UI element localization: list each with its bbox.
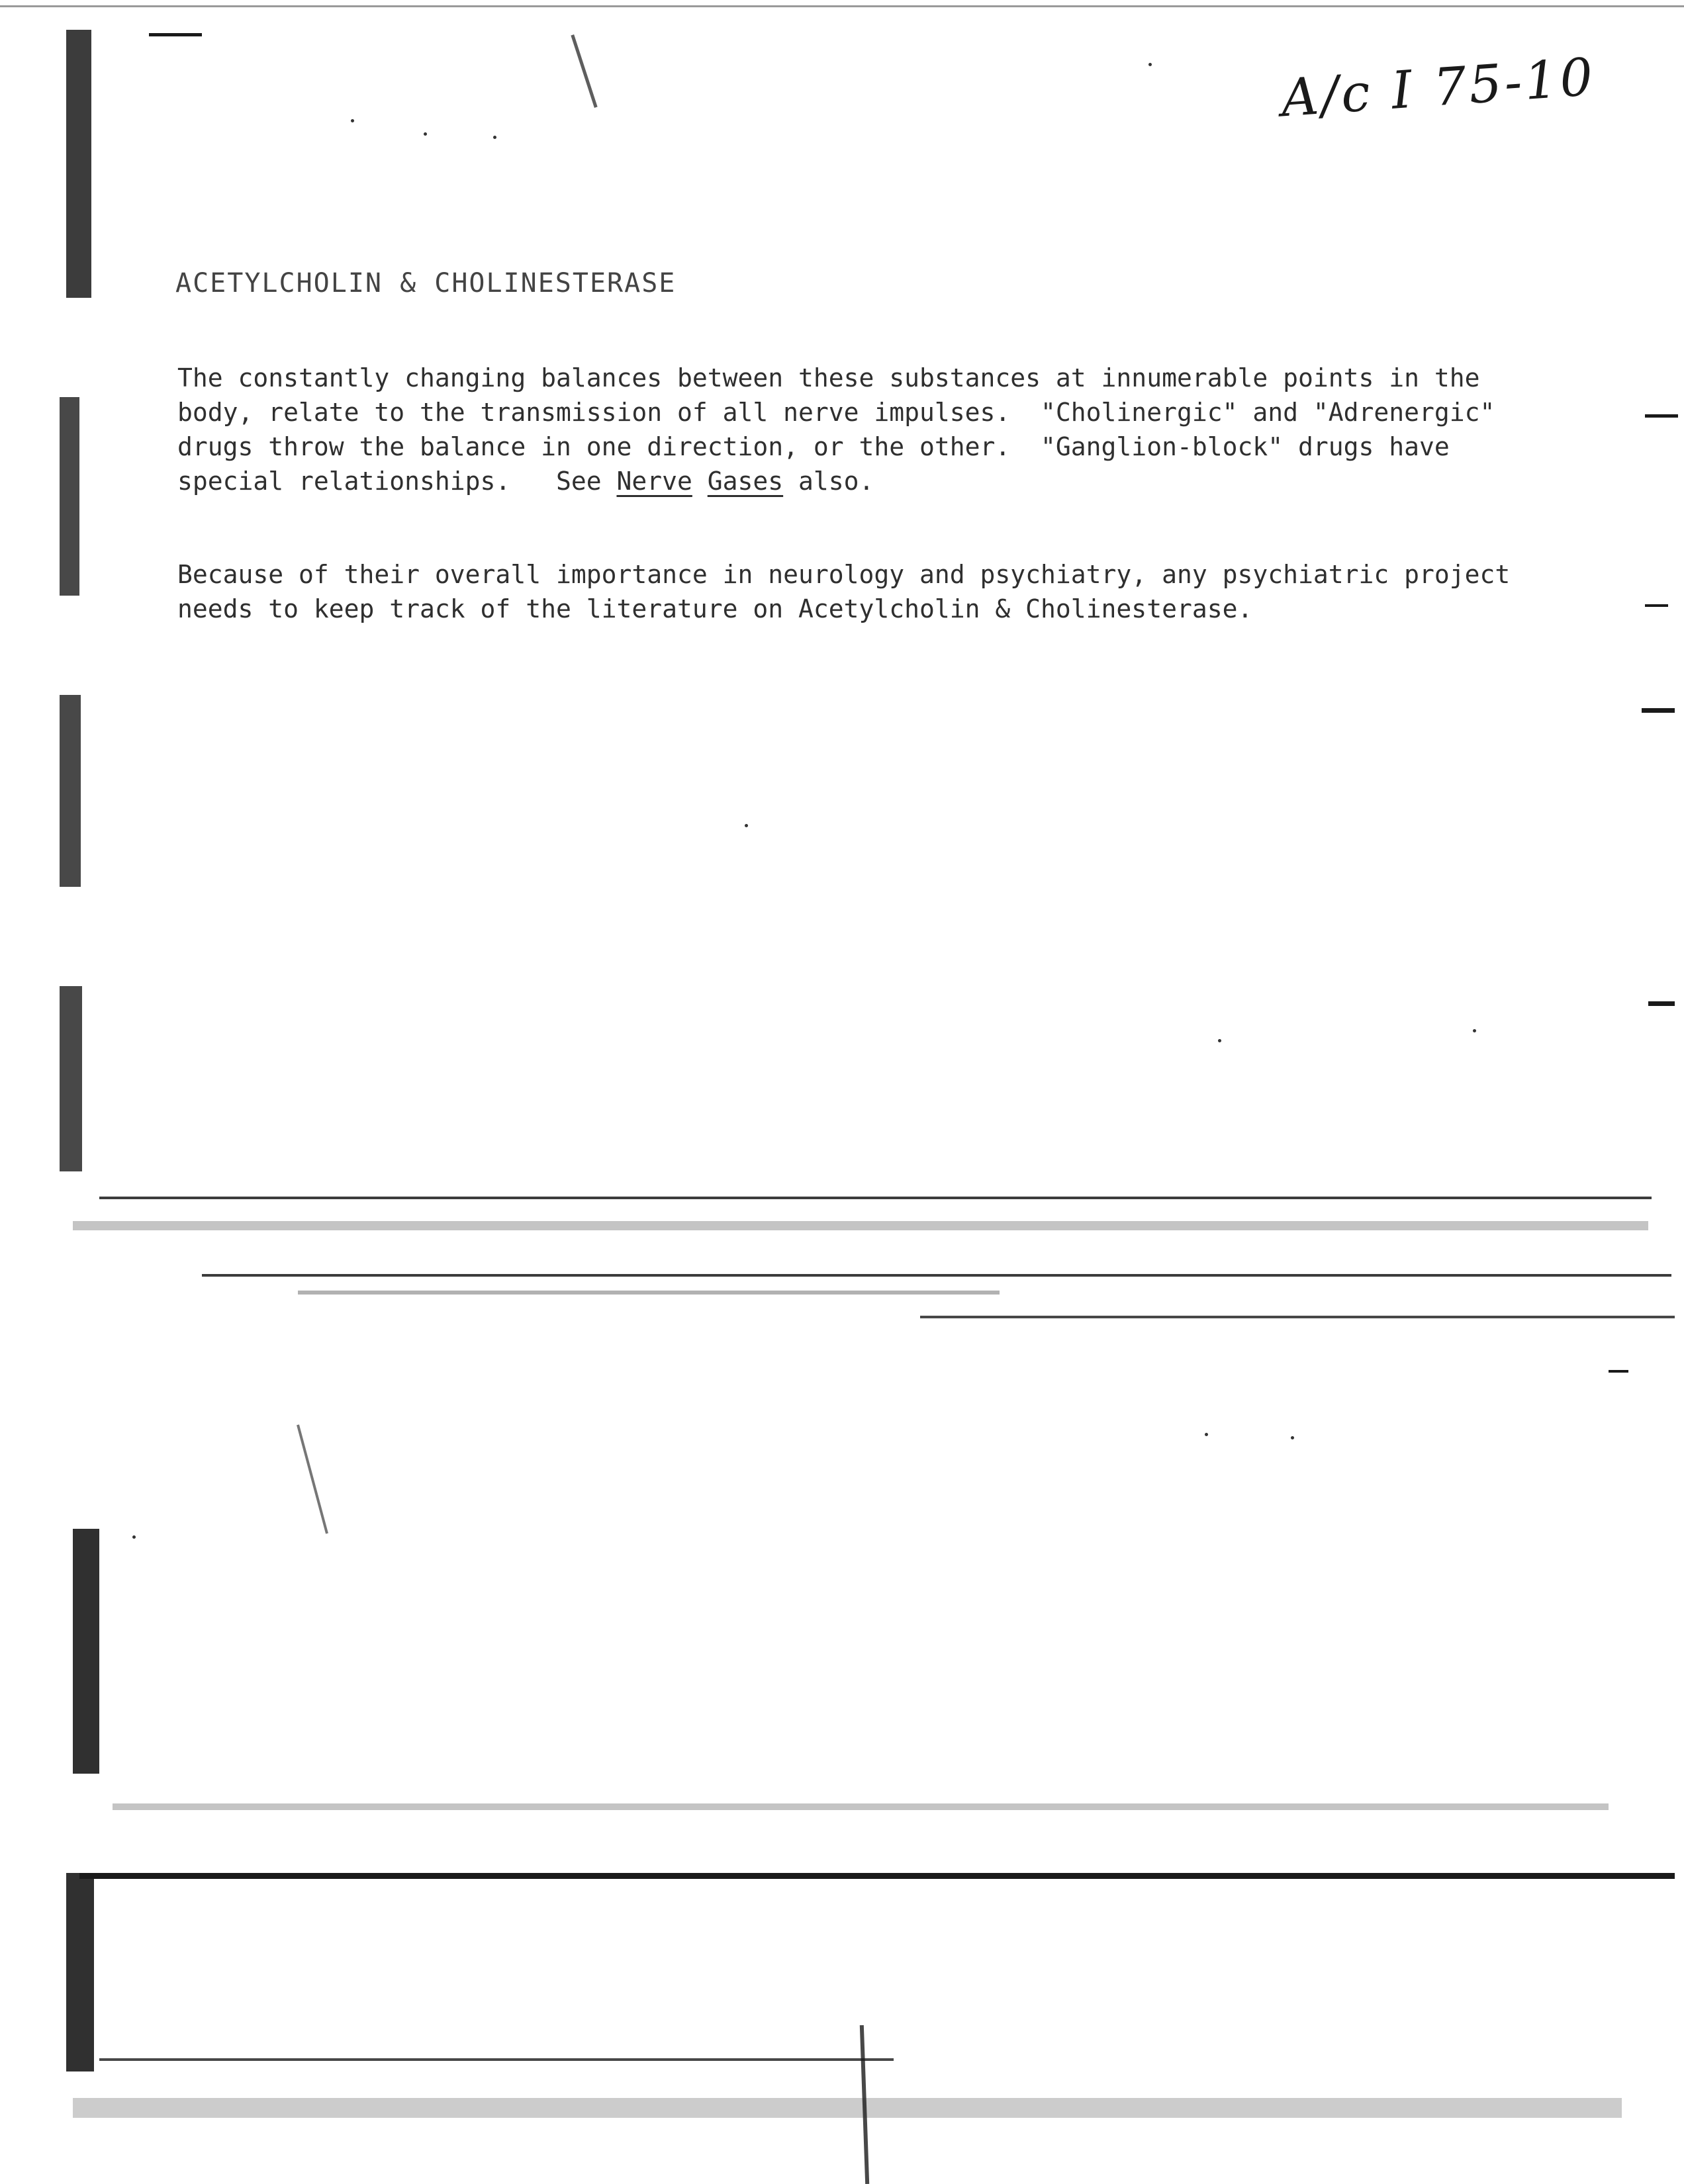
- fold-crease: [297, 1424, 328, 1533]
- paragraph-line: body, relate to the transmission of all nerve impulses. "Cholinergic" and "Adrenergic": [177, 398, 1495, 427]
- bleed-through-line: [73, 2098, 1622, 2118]
- bleed-through-line: [73, 1221, 1648, 1230]
- margin-tick: [1645, 414, 1678, 418]
- scan-rule: [99, 2058, 894, 2061]
- dust-speck: [1148, 63, 1152, 66]
- dust-speck: [132, 1535, 136, 1539]
- fold-crease: [571, 34, 597, 108]
- cross-reference-nerve: Nerve: [616, 467, 692, 496]
- paragraph-line: The constantly changing balances between these substances at innumerable points in the: [177, 363, 1480, 392]
- dust-speck: [493, 136, 496, 139]
- line-text: special relationships. See: [177, 467, 617, 496]
- binder-mark: [73, 1529, 99, 1774]
- document-heading: ACETYLCHOLIN & CHOLINESTERASE: [175, 268, 677, 298]
- binder-mark: [60, 397, 79, 596]
- dust-speck: [1205, 1433, 1208, 1436]
- handwritten-annotation: A/c I 75-10: [1279, 47, 1598, 129]
- scan-rule: [79, 1873, 1675, 1879]
- dust-speck: [1218, 1039, 1221, 1042]
- dust-speck: [745, 824, 748, 827]
- scan-rule: [202, 1274, 1671, 1277]
- dust-speck: [1291, 1436, 1294, 1439]
- binder-mark: [60, 695, 81, 887]
- bleed-through-line: [113, 1803, 1609, 1810]
- margin-tick: [1642, 708, 1675, 713]
- paragraph-line: drugs throw the balance in one direction, or the other. "Ganglion-block" drugs have: [177, 432, 1450, 461]
- cross-reference-gases: Gases: [707, 467, 784, 496]
- margin-tick: [1609, 1370, 1628, 1373]
- paragraph-line: Because of their overall importance in neurology and psychiatry, any psychiatric project: [177, 560, 1511, 589]
- paragraph-line: needs to keep track of the literature on Acetylcholin & Cholinesterase.: [177, 594, 1253, 623]
- paragraph-line: [177, 464, 1594, 498]
- dust-speck: [1473, 1029, 1476, 1032]
- margin-tick: [1645, 604, 1668, 607]
- scan-rule: [920, 1316, 1675, 1318]
- paragraph-2: [177, 557, 1594, 626]
- dust-speck: [424, 132, 427, 136]
- binder-mark: [66, 1873, 94, 2071]
- binder-mark: [60, 986, 82, 1171]
- binder-mark: [66, 30, 91, 298]
- bleed-through-line: [298, 1291, 1000, 1295]
- dust-speck: [351, 119, 354, 122]
- line-text: also.: [783, 467, 874, 496]
- paragraph-1: [177, 361, 1594, 498]
- top-rule: [0, 5, 1684, 7]
- margin-tick: [1648, 1001, 1675, 1006]
- scan-rule: [99, 1197, 1652, 1199]
- top-dash: [149, 33, 202, 36]
